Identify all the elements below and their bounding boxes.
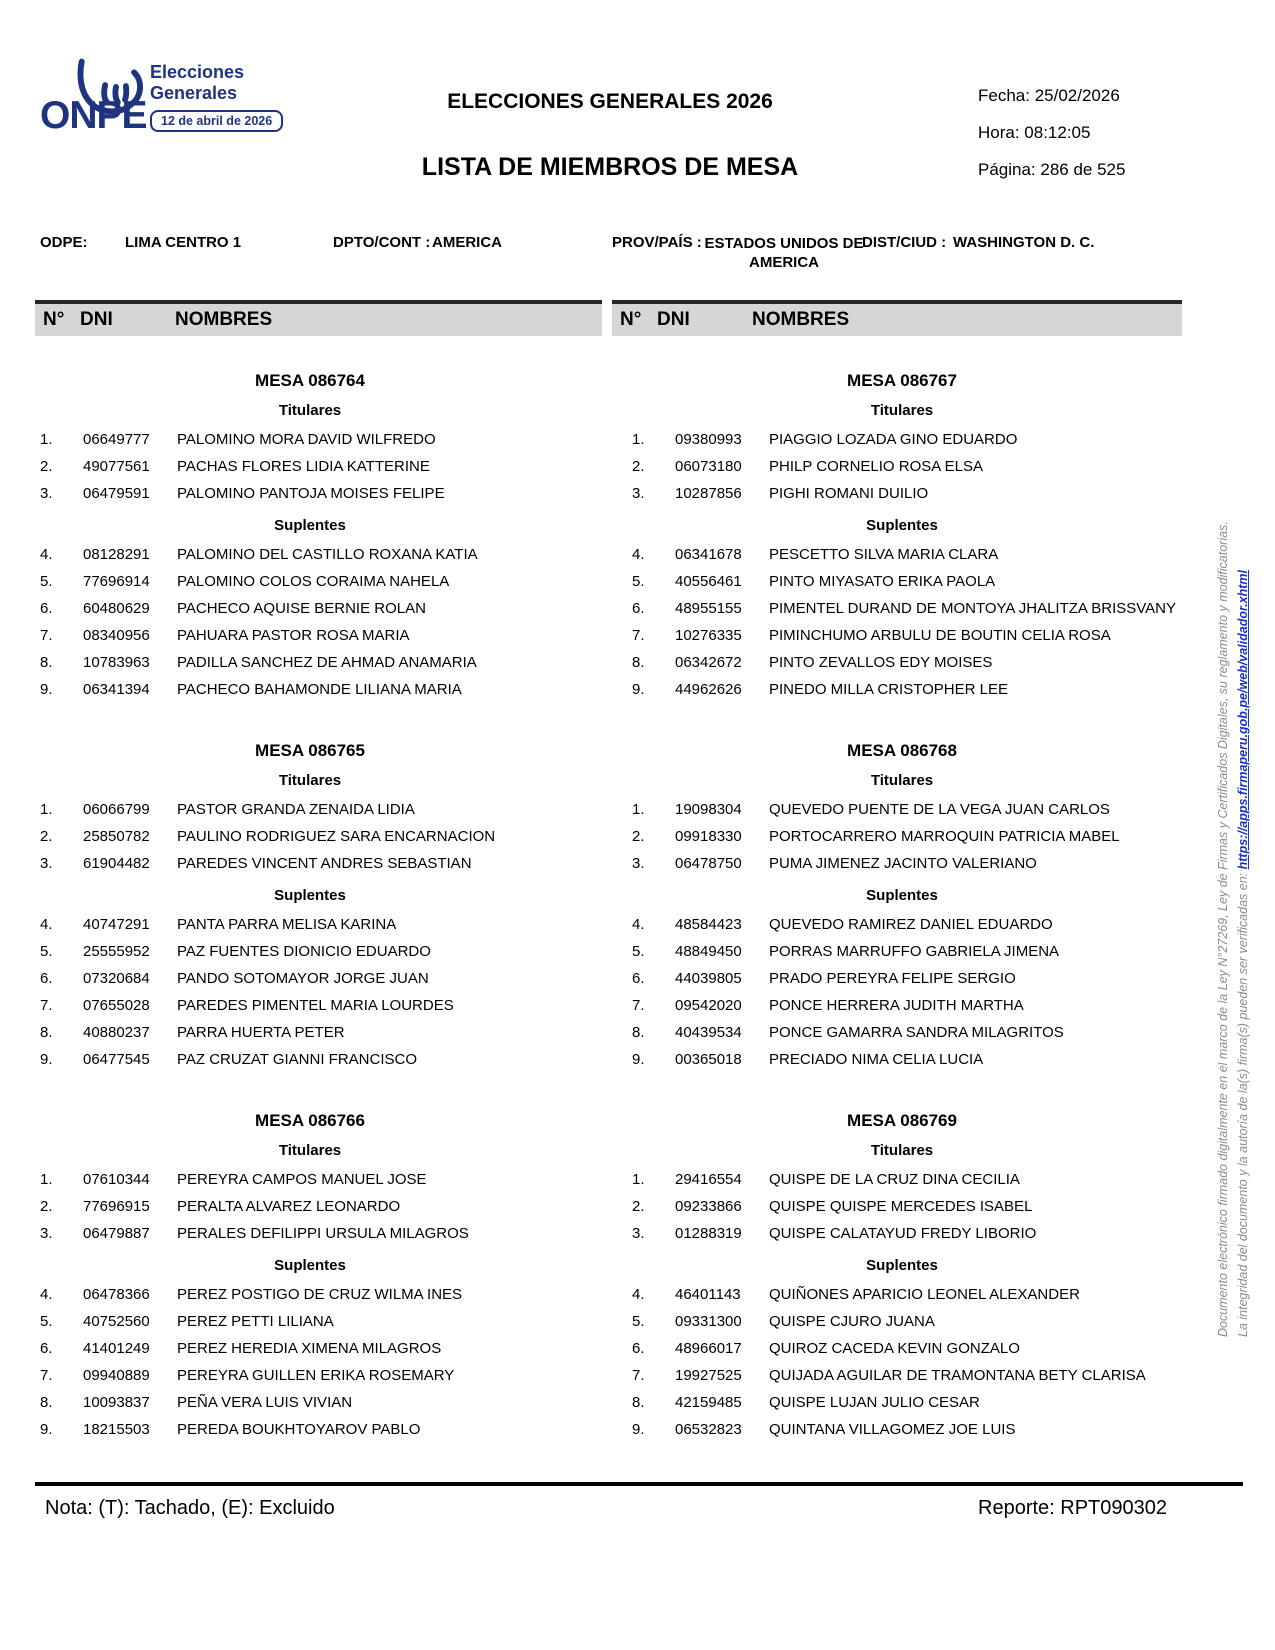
member-row [627, 480, 1177, 507]
member-row [627, 1335, 1177, 1362]
member-dni: 10287856 [675, 485, 742, 502]
digital-signature-note [1213, 489, 1253, 1337]
member-name: PAREDES PIMENTEL MARIA LOURDES [177, 997, 454, 1014]
member-number: 6. [632, 970, 645, 987]
validator-url-link[interactable]: https://apps.firmaperu.gob.pe/web/validador.xhtml [1236, 570, 1250, 870]
member-number: 8. [40, 1394, 53, 1411]
member-number: 9. [632, 681, 645, 698]
member-dni: 48955155 [675, 600, 742, 617]
member-name: PIAGGIO LOZADA GINO EDUARDO [769, 431, 1018, 448]
member-row [35, 649, 585, 676]
member-row [627, 1046, 1177, 1073]
member-name: PANTA PARRA MELISA KARINA [177, 916, 397, 933]
member-dni: 09233866 [675, 1198, 742, 1215]
member-number: 4. [632, 916, 645, 933]
member-name: QUISPE DE LA CRUZ DINA CECILIA [769, 1171, 1020, 1188]
member-row [35, 1166, 585, 1193]
member-row [35, 1046, 585, 1073]
mesa-section [35, 1110, 585, 1443]
member-dni: 77696915 [83, 1198, 150, 1215]
member-name: PORRAS MARRUFFO GABRIELA JIMENA [769, 943, 1060, 960]
member-dni: 44039805 [675, 970, 742, 987]
member-dni: 10276335 [675, 627, 742, 644]
member-dni: 19098304 [675, 801, 742, 818]
member-row [627, 1416, 1177, 1443]
member-row [627, 992, 1177, 1019]
member-number: 9. [40, 1051, 53, 1068]
member-dni: 06341394 [83, 681, 150, 698]
prov-value: ESTADOS UNIDOS DE AMERICA [704, 235, 864, 271]
group-label-suplentes: Suplentes [866, 517, 938, 534]
member-name: PORTOCARRERO MARROQUIN PATRICIA MABEL [769, 828, 1120, 845]
election-date-badge: 12 de abril de 2026 [150, 110, 283, 132]
member-name: PINTO MIYASATO ERIKA PAOLA [769, 573, 996, 590]
member-number: 6. [632, 1340, 645, 1357]
member-row [627, 1308, 1177, 1335]
member-number: 9. [632, 1421, 645, 1438]
member-dni: 25555952 [83, 943, 150, 960]
mesa-section [35, 740, 585, 1073]
member-name: PACHECO AQUISE BERNIE ROLAN [177, 600, 426, 617]
member-row [627, 1166, 1177, 1193]
member-name: PERALES DEFILIPPI URSULA MILAGROS [177, 1225, 469, 1242]
member-name: QUIROZ CACEDA KEVIN GONZALO [769, 1340, 1020, 1357]
member-row [35, 1362, 585, 1389]
logo-line-elecciones: Elecciones [150, 62, 245, 82]
member-name: QUIÑONES APARICIO LEONEL ALEXANDER [769, 1286, 1080, 1303]
member-row [35, 965, 585, 992]
member-number: 3. [40, 855, 53, 872]
member-dni: 09380993 [675, 431, 742, 448]
member-name: PAHUARA PASTOR ROSA MARIA [177, 627, 410, 644]
document-title: ELECCIONES GENERALES 2026 [447, 90, 773, 113]
member-number: 9. [40, 1421, 53, 1438]
member-dni: 10783963 [83, 654, 150, 671]
member-name: PACHAS FLORES LIDIA KATTERINE [177, 458, 430, 475]
member-name: PIMINCHUMO ARBULU DE BOUTIN CELIA ROSA [769, 627, 1111, 644]
member-name: QUEVEDO PUENTE DE LA VEGA JUAN CARLOS [769, 801, 1110, 818]
member-name: PADILLA SANCHEZ DE AHMAD ANAMARIA [177, 654, 477, 671]
member-number: 7. [40, 627, 53, 644]
member-number: 7. [632, 1367, 645, 1384]
signature-note-line2 [1233, 489, 1253, 1337]
member-row [627, 568, 1177, 595]
odpe-label: ODPE: [40, 234, 88, 251]
page-title: LISTA DE MIEMBROS DE MESA [421, 153, 799, 181]
member-dni: 40439534 [675, 1024, 742, 1041]
member-number: 2. [632, 458, 645, 475]
member-name: PAULINO RODRIGUEZ SARA ENCARNACION [177, 828, 496, 845]
member-dni: 25850782 [83, 828, 150, 845]
member-name: QUEVEDO RAMIREZ DANIEL EDUARDO [769, 916, 1053, 933]
member-number: 1. [632, 1171, 645, 1188]
member-row [35, 796, 585, 823]
member-number: 5. [40, 943, 53, 960]
member-dni: 10093837 [83, 1394, 150, 1411]
logo-line-generales: Generales [150, 83, 238, 103]
member-name: QUINTANA VILLAGOMEZ JOE LUIS [769, 1421, 1016, 1438]
member-name: QUIJADA AGUILAR DE TRAMONTANA BETY CLARISA [769, 1367, 1146, 1384]
member-row [627, 1362, 1177, 1389]
member-row [35, 1281, 585, 1308]
member-dni: 40747291 [83, 916, 150, 933]
member-dni: 19927525 [675, 1367, 742, 1384]
member-row [35, 992, 585, 1019]
col-header-num: N° [620, 309, 642, 330]
prov-label: PROV/PAÍS : [612, 234, 702, 251]
member-dni: 18215503 [83, 1421, 150, 1438]
member-row [35, 1335, 585, 1362]
member-row [627, 676, 1177, 703]
member-dni: 40752560 [83, 1313, 150, 1330]
member-row [35, 1308, 585, 1335]
group-label-titulares: Titulares [278, 772, 342, 789]
member-number: 4. [40, 546, 53, 563]
group-label-suplentes: Suplentes [866, 887, 938, 904]
member-number: 7. [632, 627, 645, 644]
group-label-titulares: Titulares [870, 772, 934, 789]
mesa-section [627, 740, 1177, 1073]
member-number: 5. [632, 943, 645, 960]
member-name: PINEDO MILLA CRISTOPHER LEE [769, 681, 1008, 698]
member-dni: 42159485 [675, 1394, 742, 1411]
member-name: QUISPE QUISPE MERCEDES ISABEL [769, 1198, 1033, 1215]
mesa-title: MESA 086766 [255, 1111, 365, 1130]
member-number: 1. [40, 801, 53, 818]
mesa-title: MESA 086765 [255, 741, 365, 760]
member-name: PEREZ HEREDIA XIMENA MILAGROS [177, 1340, 442, 1357]
member-dni: 06649777 [83, 431, 150, 448]
member-name: PEREYRA CAMPOS MANUEL JOSE [177, 1171, 427, 1188]
member-dni: 60480629 [83, 600, 150, 617]
member-name: PALOMINO COLOS CORAIMA NAHELA [177, 573, 450, 590]
member-row [627, 453, 1177, 480]
odpe-value: LIMA CENTRO 1 [125, 234, 242, 251]
member-name: PINTO ZEVALLOS EDY MOISES [769, 654, 993, 671]
member-number: 9. [632, 1051, 645, 1068]
member-name: PANDO SOTOMAYOR JORGE JUAN [177, 970, 429, 987]
member-row [627, 796, 1177, 823]
member-dni: 06532823 [675, 1421, 742, 1438]
member-number: 8. [40, 1024, 53, 1041]
member-dni: 07320684 [83, 970, 150, 987]
member-number: 7. [40, 997, 53, 1014]
member-row [627, 541, 1177, 568]
member-dni: 40556461 [675, 573, 742, 590]
mesa-section [627, 370, 1177, 703]
member-name: QUISPE CALATAYUD FREDY LIBORIO [769, 1225, 1037, 1242]
mesa-section [35, 370, 585, 703]
member-number: 4. [40, 1286, 53, 1303]
member-name: PHILP CORNELIO ROSA ELSA [769, 458, 983, 475]
dist-label: DIST/CIUD : [862, 234, 947, 251]
member-name: PONCE HERRERA JUDITH MARTHA [769, 997, 1024, 1014]
member-dni: 07655028 [83, 997, 150, 1014]
member-name: PIGHI ROMANI DUILIO [769, 485, 929, 502]
member-name: PAZ CRUZAT GIANNI FRANCISCO [177, 1051, 418, 1068]
group-label-titulares: Titulares [870, 402, 934, 419]
member-number: 3. [40, 485, 53, 502]
member-dni: 06479591 [83, 485, 150, 502]
member-number: 4. [632, 546, 645, 563]
member-row [35, 595, 585, 622]
member-number: 6. [40, 600, 53, 617]
member-name: PRECIADO NIMA CELIA LUCIA [769, 1051, 984, 1068]
member-row [627, 1389, 1177, 1416]
member-name: PEREZ PETTI LILIANA [177, 1313, 334, 1330]
table-header-left [35, 300, 602, 336]
member-dni: 40880237 [83, 1024, 150, 1041]
member-row [35, 541, 585, 568]
dist-value: WASHINGTON D. C. [953, 234, 1095, 251]
member-dni: 06478366 [83, 1286, 150, 1303]
member-number: 3. [40, 1225, 53, 1242]
member-row [627, 1220, 1177, 1247]
member-number: 9. [40, 681, 53, 698]
member-name: PACHECO BAHAMONDE LILIANA MARIA [177, 681, 462, 698]
member-number: 4. [632, 1286, 645, 1303]
member-dni: 29416554 [675, 1171, 742, 1188]
member-number: 5. [632, 573, 645, 590]
member-row [627, 649, 1177, 676]
member-row [35, 1193, 585, 1220]
member-number: 2. [40, 828, 53, 845]
group-label-titulares: Titulares [278, 1142, 342, 1159]
member-dni: 09331300 [675, 1313, 742, 1330]
dpto-label: DPTO/CONT : [333, 234, 431, 251]
member-name: PAZ FUENTES DIONICIO EDUARDO [177, 943, 431, 960]
member-name: PEREYRA GUILLEN ERIKA ROSEMARY [177, 1367, 455, 1384]
member-row [627, 823, 1177, 850]
member-dni: 01288319 [675, 1225, 742, 1242]
member-dni: 00365018 [675, 1051, 742, 1068]
mesa-title: MESA 086768 [847, 741, 957, 760]
member-row [35, 480, 585, 507]
member-dni: 46401143 [675, 1286, 741, 1303]
member-number: 4. [40, 916, 53, 933]
date-label: Fecha: 25/02/2026 [978, 86, 1120, 105]
member-number: 2. [40, 1198, 53, 1215]
member-name: PALOMINO MORA DAVID WILFREDO [177, 431, 436, 448]
member-number: 6. [40, 970, 53, 987]
member-name: PASTOR GRANDA ZENAIDA LIDIA [177, 801, 415, 818]
member-number: 3. [632, 1225, 645, 1242]
member-row [627, 850, 1177, 877]
member-dni: 48584423 [675, 916, 742, 933]
member-row [35, 568, 585, 595]
member-row [35, 1220, 585, 1247]
group-label-suplentes: Suplentes [274, 1257, 346, 1274]
member-dni: 06341678 [675, 546, 742, 563]
onpe-logo [40, 58, 350, 168]
member-number: 3. [632, 855, 645, 872]
member-name: PEREZ POSTIGO DE CRUZ WILMA INES [177, 1286, 463, 1303]
member-row [627, 1281, 1177, 1308]
member-row [35, 1416, 585, 1443]
member-row [627, 965, 1177, 992]
member-row [627, 595, 1177, 622]
member-number: 1. [40, 1171, 53, 1188]
table-header-right [612, 300, 1182, 336]
member-name: PERALTA ALVAREZ LEONARDO [177, 1198, 401, 1215]
member-row [35, 1389, 585, 1416]
member-dni: 49077561 [83, 458, 150, 475]
member-dni: 06477545 [83, 1051, 150, 1068]
group-label-titulares: Titulares [278, 402, 342, 419]
member-row [35, 426, 585, 453]
member-row [627, 622, 1177, 649]
member-dni: 09542020 [675, 997, 742, 1014]
time-label: Hora: 08:12:05 [978, 123, 1091, 142]
member-dni: 08340956 [83, 627, 150, 644]
group-label-suplentes: Suplentes [274, 517, 346, 534]
member-row [627, 938, 1177, 965]
members-column-left [35, 345, 585, 1443]
member-dni: 06073180 [675, 458, 742, 475]
member-number: 5. [40, 573, 53, 590]
member-dni: 41401249 [83, 1340, 150, 1357]
member-row [35, 1019, 585, 1046]
member-number: 2. [632, 1198, 645, 1215]
member-row [627, 911, 1177, 938]
signature-note-line2-text: La integridad del documento y la autoría de la(s) firma(s) pueden ser verificadas en: [1236, 869, 1250, 1337]
group-label-suplentes: Suplentes [274, 887, 346, 904]
member-name: PONCE GAMARRA SANDRA MILAGRITOS [769, 1024, 1064, 1041]
member-row [35, 676, 585, 703]
member-number: 2. [40, 458, 53, 475]
member-dni: 44962626 [675, 681, 742, 698]
member-row [627, 1193, 1177, 1220]
member-dni: 06342672 [675, 654, 742, 671]
member-number: 8. [632, 1024, 645, 1041]
member-row [35, 911, 585, 938]
member-name: PRADO PEREYRA FELIPE SERGIO [769, 970, 1016, 987]
member-row [627, 426, 1177, 453]
member-row [35, 622, 585, 649]
member-dni: 06478750 [675, 855, 742, 872]
member-row [35, 850, 585, 877]
member-dni: 61904482 [83, 855, 150, 872]
member-name: PEÑA VERA LUIS VIVIAN [177, 1394, 353, 1411]
member-row [35, 453, 585, 480]
member-name: PARRA HUERTA PETER [177, 1024, 345, 1041]
col-header-num: N° [43, 309, 65, 330]
mesa-title: MESA 086767 [847, 371, 957, 390]
member-name: PALOMINO DEL CASTILLO ROXANA KATIA [177, 546, 478, 563]
col-header-dni: DNI [657, 309, 690, 330]
member-number: 5. [632, 1313, 645, 1330]
member-number: 5. [40, 1313, 53, 1330]
member-dni: 77696914 [83, 573, 150, 590]
footer-divider [35, 1482, 1243, 1486]
mesa-section [627, 1110, 1177, 1443]
member-number: 1. [632, 801, 645, 818]
member-name: PAREDES VINCENT ANDRES SEBASTIAN [177, 855, 472, 872]
member-name: PIMENTEL DURAND DE MONTOYA JHALITZA BRISSVANY [769, 600, 1177, 617]
member-number: 3. [632, 485, 645, 502]
footer-report-code: Reporte: RPT090302 [978, 1497, 1168, 1519]
mesa-title: MESA 086764 [255, 371, 365, 390]
member-dni: 48966017 [675, 1340, 742, 1357]
page-number-label: Página: 286 de 525 [978, 160, 1126, 179]
group-label-suplentes: Suplentes [866, 1257, 938, 1274]
member-dni: 06479887 [83, 1225, 150, 1242]
member-number: 7. [40, 1367, 53, 1384]
col-header-nombres: NOMBRES [752, 309, 850, 330]
member-number: 6. [40, 1340, 53, 1357]
member-dni: 08128291 [83, 546, 150, 563]
member-dni: 09918330 [675, 828, 742, 845]
member-number: 8. [632, 1394, 645, 1411]
member-dni: 48849450 [675, 943, 742, 960]
dpto-value: AMERICA [432, 234, 502, 251]
member-number: 2. [632, 828, 645, 845]
member-row [35, 823, 585, 850]
member-name: PUMA JIMENEZ JACINTO VALERIANO [769, 855, 1037, 872]
signature-note-line1: Documento electrónico firmado digitalmente en el marco de la Ley N°27269, Ley de Firmas y Certificados Digitales, su reglamento y modificatorias. [1216, 521, 1230, 1337]
member-row [627, 1019, 1177, 1046]
member-number: 6. [632, 600, 645, 617]
member-number: 8. [40, 654, 53, 671]
member-name: PALOMINO PANTOJA MOISES FELIPE [177, 485, 445, 502]
member-dni: 09940889 [83, 1367, 150, 1384]
mesa-title: MESA 086769 [847, 1111, 957, 1130]
member-name: QUISPE CJURO JUANA [769, 1313, 935, 1330]
member-name: QUISPE LUJAN JULIO CESAR [769, 1394, 980, 1411]
member-number: 8. [632, 654, 645, 671]
col-header-nombres: NOMBRES [175, 309, 273, 330]
member-number: 1. [632, 431, 645, 448]
group-label-titulares: Titulares [870, 1142, 934, 1159]
member-name: PESCETTO SILVA MARIA CLARA [769, 546, 999, 563]
member-name: PEREDA BOUKHTOYAROV PABLO [177, 1421, 421, 1438]
members-column-right [627, 345, 1177, 1443]
member-dni: 07610344 [83, 1171, 150, 1188]
member-number: 1. [40, 431, 53, 448]
onpe-wordmark: ONPE [40, 94, 147, 137]
member-row [35, 938, 585, 965]
logo-text-block [150, 62, 283, 132]
footer-note: Nota: (T): Tachado, (E): Excluido [45, 1497, 335, 1519]
member-dni: 06066799 [83, 801, 150, 818]
col-header-dni: DNI [80, 309, 113, 330]
member-number: 7. [632, 997, 645, 1014]
